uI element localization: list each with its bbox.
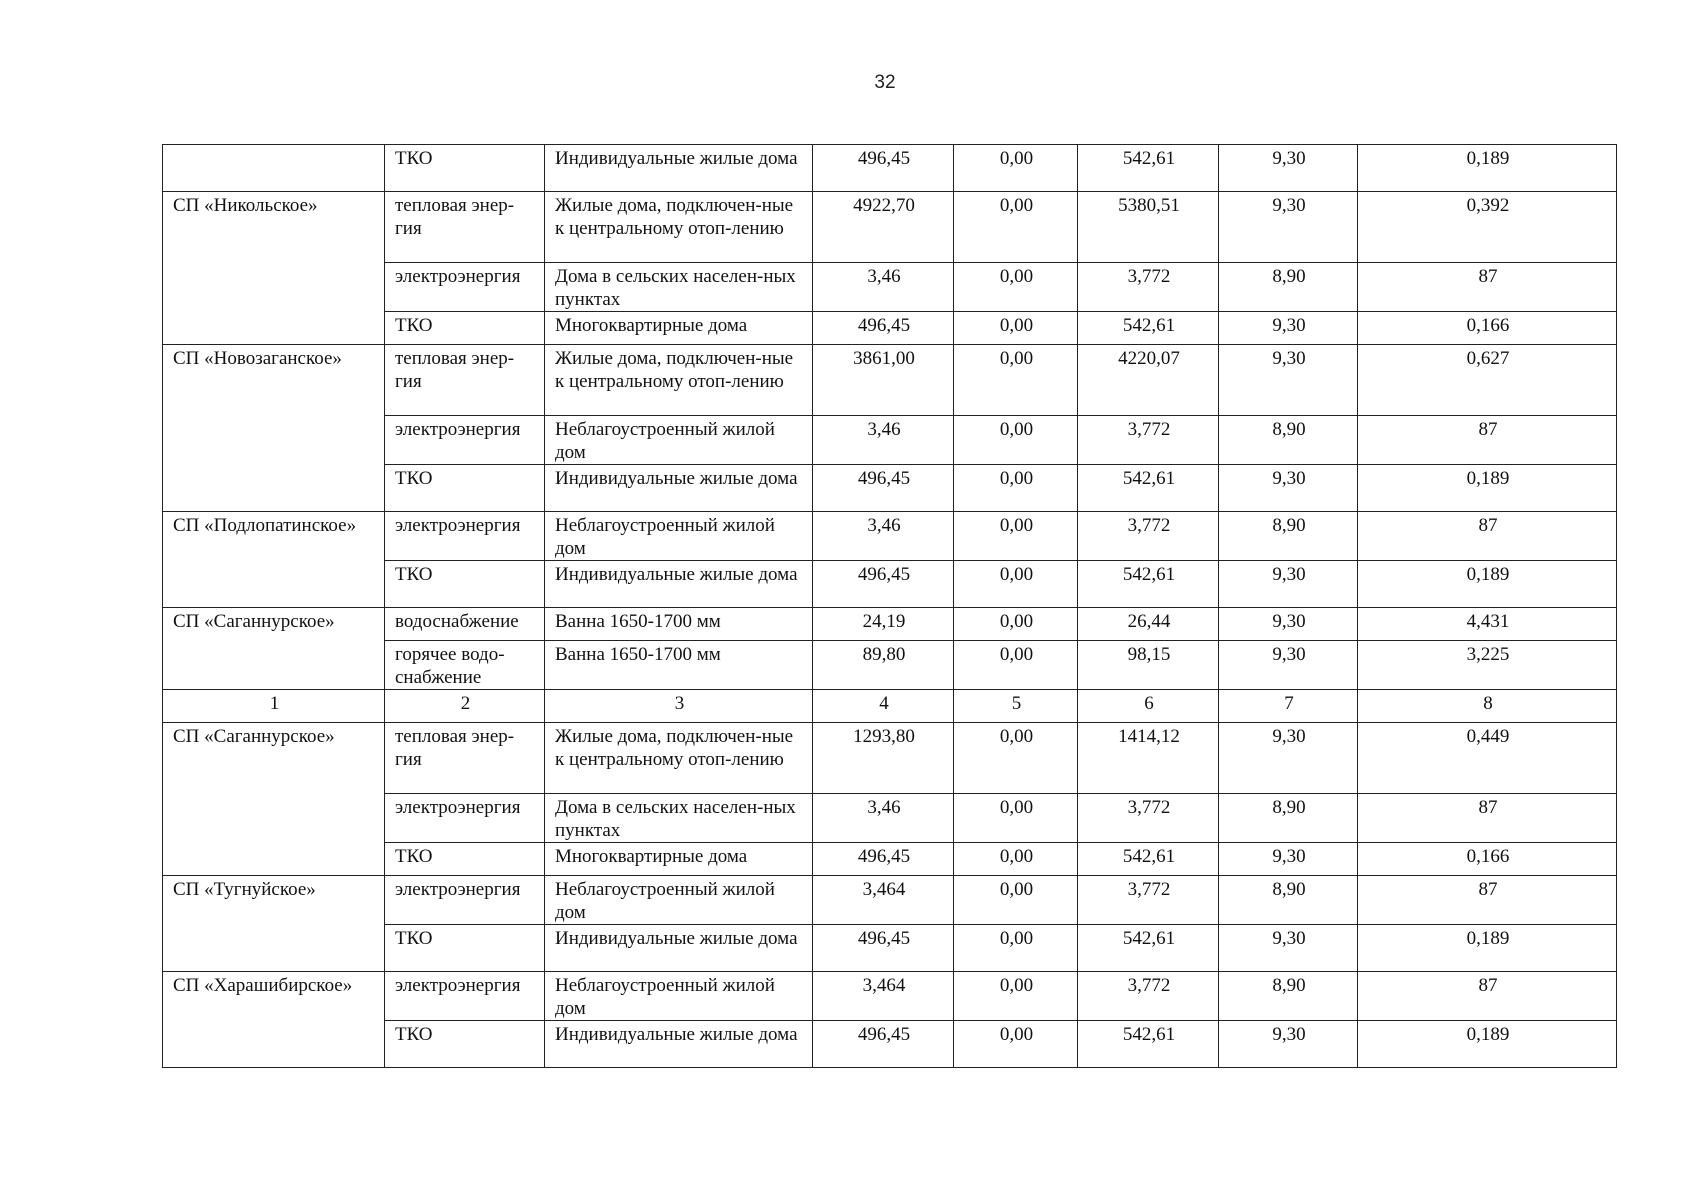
column-number-cell: 5 (954, 690, 1078, 723)
table-body (163, 145, 1617, 1068)
value-cell-col8: 0,189 (1358, 465, 1617, 512)
value-cell-col4: 3,46 (813, 263, 954, 312)
table-row (163, 972, 1617, 1021)
value-cell-col5: 0,00 (954, 263, 1078, 312)
value-cell-col7: 9,30 (1219, 192, 1358, 263)
value-cell-col7: 8,90 (1219, 512, 1358, 561)
category-cell: Неблагоустроенный жилой дом (545, 416, 813, 465)
value-cell-col6: 3,772 (1078, 263, 1219, 312)
value-cell-col4: 3,46 (813, 416, 954, 465)
value-cell-col8: 0,189 (1358, 145, 1617, 192)
value-cell-col7: 8,90 (1219, 416, 1358, 465)
value-cell-col7: 9,30 (1219, 465, 1358, 512)
resource-cell: ТКО (385, 312, 545, 345)
value-cell-col5: 0,00 (954, 312, 1078, 345)
table-row (163, 608, 1617, 641)
resource-cell: тепловая энер-гия (385, 192, 545, 263)
tariff-table (162, 144, 1617, 1068)
resource-cell: тепловая энер-гия (385, 723, 545, 794)
value-cell-col5: 0,00 (954, 512, 1078, 561)
value-cell-col6: 542,61 (1078, 1021, 1219, 1068)
category-cell: Многоквартирные дома (545, 843, 813, 876)
column-number-cell: 1 (163, 690, 385, 723)
table-row (163, 876, 1617, 925)
resource-cell: ТКО (385, 145, 545, 192)
value-cell-col5: 0,00 (954, 925, 1078, 972)
value-cell-col7: 8,90 (1219, 972, 1358, 1021)
value-cell-col7: 9,30 (1219, 641, 1358, 690)
value-cell-col4: 89,80 (813, 641, 954, 690)
value-cell-col8: 0,189 (1358, 561, 1617, 608)
value-cell-col6: 1414,12 (1078, 723, 1219, 794)
value-cell-col8: 0,166 (1358, 843, 1617, 876)
category-cell: Индивидуальные жилые дома (545, 1021, 813, 1068)
value-cell-col4: 3,46 (813, 512, 954, 561)
value-cell-col6: 3,772 (1078, 876, 1219, 925)
value-cell-col4: 496,45 (813, 465, 954, 512)
value-cell-col4: 3,464 (813, 876, 954, 925)
category-cell: Неблагоустроенный жилой дом (545, 876, 813, 925)
value-cell-col4: 3,46 (813, 794, 954, 843)
column-number-cell: 3 (545, 690, 813, 723)
value-cell-col8: 87 (1358, 263, 1617, 312)
value-cell-col8: 0,392 (1358, 192, 1617, 263)
value-cell-col5: 0,00 (954, 1021, 1078, 1068)
value-cell-col6: 4220,07 (1078, 345, 1219, 416)
category-cell: Жилые дома, подключен-ные к центральному отоп-лению (545, 192, 813, 263)
value-cell-col5: 0,00 (954, 608, 1078, 641)
value-cell-col6: 3,772 (1078, 972, 1219, 1021)
table-row (163, 192, 1617, 263)
category-cell: Дома в сельских населен-ных пунктах (545, 263, 813, 312)
value-cell-col5: 0,00 (954, 465, 1078, 512)
category-cell: Индивидуальные жилые дома (545, 925, 813, 972)
value-cell-col8: 87 (1358, 972, 1617, 1021)
value-cell-col6: 542,61 (1078, 145, 1219, 192)
column-number-cell: 2 (385, 690, 545, 723)
table-row (163, 512, 1617, 561)
column-number-cell: 4 (813, 690, 954, 723)
value-cell-col7: 9,30 (1219, 925, 1358, 972)
value-cell-col7: 8,90 (1219, 794, 1358, 843)
value-cell-col8: 0,166 (1358, 312, 1617, 345)
value-cell-col4: 496,45 (813, 843, 954, 876)
table-row (163, 145, 1617, 192)
value-cell-col8: 0,627 (1358, 345, 1617, 416)
value-cell-col6: 26,44 (1078, 608, 1219, 641)
value-cell-col5: 0,00 (954, 561, 1078, 608)
value-cell-col8: 0,449 (1358, 723, 1617, 794)
resource-cell: электроэнергия (385, 972, 545, 1021)
resource-cell: ТКО (385, 465, 545, 512)
value-cell-col4: 496,45 (813, 925, 954, 972)
resource-cell: электроэнергия (385, 263, 545, 312)
value-cell-col6: 98,15 (1078, 641, 1219, 690)
value-cell-col4: 1293,80 (813, 723, 954, 794)
resource-cell: электроэнергия (385, 512, 545, 561)
value-cell-col5: 0,00 (954, 345, 1078, 416)
settlement-cell (163, 145, 385, 192)
resource-cell: ТКО (385, 843, 545, 876)
category-cell: Многоквартирные дома (545, 312, 813, 345)
value-cell-col7: 9,30 (1219, 145, 1358, 192)
resource-cell: ТКО (385, 1021, 545, 1068)
category-cell: Индивидуальные жилые дома (545, 561, 813, 608)
value-cell-col7: 9,30 (1219, 723, 1358, 794)
table-row (163, 345, 1617, 416)
value-cell-col4: 3861,00 (813, 345, 954, 416)
value-cell-col7: 9,30 (1219, 843, 1358, 876)
value-cell-col8: 87 (1358, 416, 1617, 465)
value-cell-col8: 87 (1358, 512, 1617, 561)
table-row (163, 723, 1617, 794)
resource-cell: электроэнергия (385, 876, 545, 925)
settlement-cell: СП «Подлопатинское» (163, 512, 385, 608)
value-cell-col8: 0,189 (1358, 1021, 1617, 1068)
value-cell-col4: 496,45 (813, 312, 954, 345)
column-number-cell: 7 (1219, 690, 1358, 723)
category-cell: Дома в сельских населен-ных пунктах (545, 794, 813, 843)
value-cell-col6: 542,61 (1078, 312, 1219, 345)
column-number-row (163, 690, 1617, 723)
value-cell-col6: 3,772 (1078, 512, 1219, 561)
resource-cell: электроэнергия (385, 416, 545, 465)
value-cell-col6: 542,61 (1078, 843, 1219, 876)
category-cell: Жилые дома, подключен-ные к центральному отоп-лению (545, 723, 813, 794)
value-cell-col4: 3,464 (813, 972, 954, 1021)
value-cell-col8: 4,431 (1358, 608, 1617, 641)
settlement-cell: СП «Тугнуйское» (163, 876, 385, 972)
value-cell-col7: 9,30 (1219, 1021, 1358, 1068)
resource-cell: горячее водо-снабжение (385, 641, 545, 690)
value-cell-col7: 8,90 (1219, 263, 1358, 312)
value-cell-col6: 542,61 (1078, 925, 1219, 972)
resource-cell: тепловая энер-гия (385, 345, 545, 416)
value-cell-col4: 496,45 (813, 1021, 954, 1068)
value-cell-col6: 542,61 (1078, 465, 1219, 512)
category-cell: Ванна 1650-1700 мм (545, 641, 813, 690)
value-cell-col8: 3,225 (1358, 641, 1617, 690)
value-cell-col5: 0,00 (954, 843, 1078, 876)
resource-cell: ТКО (385, 925, 545, 972)
settlement-cell: СП «Саганнурское» (163, 723, 385, 876)
value-cell-col5: 0,00 (954, 723, 1078, 794)
settlement-cell: СП «Новозаганское» (163, 345, 385, 512)
value-cell-col4: 496,45 (813, 561, 954, 608)
value-cell-col8: 87 (1358, 876, 1617, 925)
value-cell-col4: 4922,70 (813, 192, 954, 263)
category-cell: Неблагоустроенный жилой дом (545, 512, 813, 561)
settlement-cell: СП «Харашибирское» (163, 972, 385, 1068)
value-cell-col6: 3,772 (1078, 794, 1219, 843)
value-cell-col7: 9,30 (1219, 312, 1358, 345)
value-cell-col7: 9,30 (1219, 345, 1358, 416)
value-cell-col6: 5380,51 (1078, 192, 1219, 263)
value-cell-col7: 9,30 (1219, 608, 1358, 641)
resource-cell: электроэнергия (385, 794, 545, 843)
settlement-cell: СП «Никольское» (163, 192, 385, 345)
resource-cell: ТКО (385, 561, 545, 608)
value-cell-col5: 0,00 (954, 794, 1078, 843)
value-cell-col4: 496,45 (813, 145, 954, 192)
page-number: 32 (874, 72, 896, 93)
column-number-cell: 6 (1078, 690, 1219, 723)
category-cell: Индивидуальные жилые дома (545, 465, 813, 512)
category-cell: Ванна 1650-1700 мм (545, 608, 813, 641)
value-cell-col8: 0,189 (1358, 925, 1617, 972)
value-cell-col5: 0,00 (954, 416, 1078, 465)
column-number-cell: 8 (1358, 690, 1617, 723)
category-cell: Жилые дома, подключен-ные к центральному отоп-лению (545, 345, 813, 416)
category-cell: Неблагоустроенный жилой дом (545, 972, 813, 1021)
value-cell-col6: 542,61 (1078, 561, 1219, 608)
category-cell: Индивидуальные жилые дома (545, 145, 813, 192)
settlement-cell: СП «Саганнурское» (163, 608, 385, 690)
resource-cell: водоснабжение (385, 608, 545, 641)
value-cell-col7: 8,90 (1219, 876, 1358, 925)
value-cell-col5: 0,00 (954, 876, 1078, 925)
value-cell-col5: 0,00 (954, 192, 1078, 263)
value-cell-col5: 0,00 (954, 641, 1078, 690)
value-cell-col5: 0,00 (954, 972, 1078, 1021)
value-cell-col7: 9,30 (1219, 561, 1358, 608)
value-cell-col5: 0,00 (954, 145, 1078, 192)
value-cell-col4: 24,19 (813, 608, 954, 641)
value-cell-col8: 87 (1358, 794, 1617, 843)
value-cell-col6: 3,772 (1078, 416, 1219, 465)
